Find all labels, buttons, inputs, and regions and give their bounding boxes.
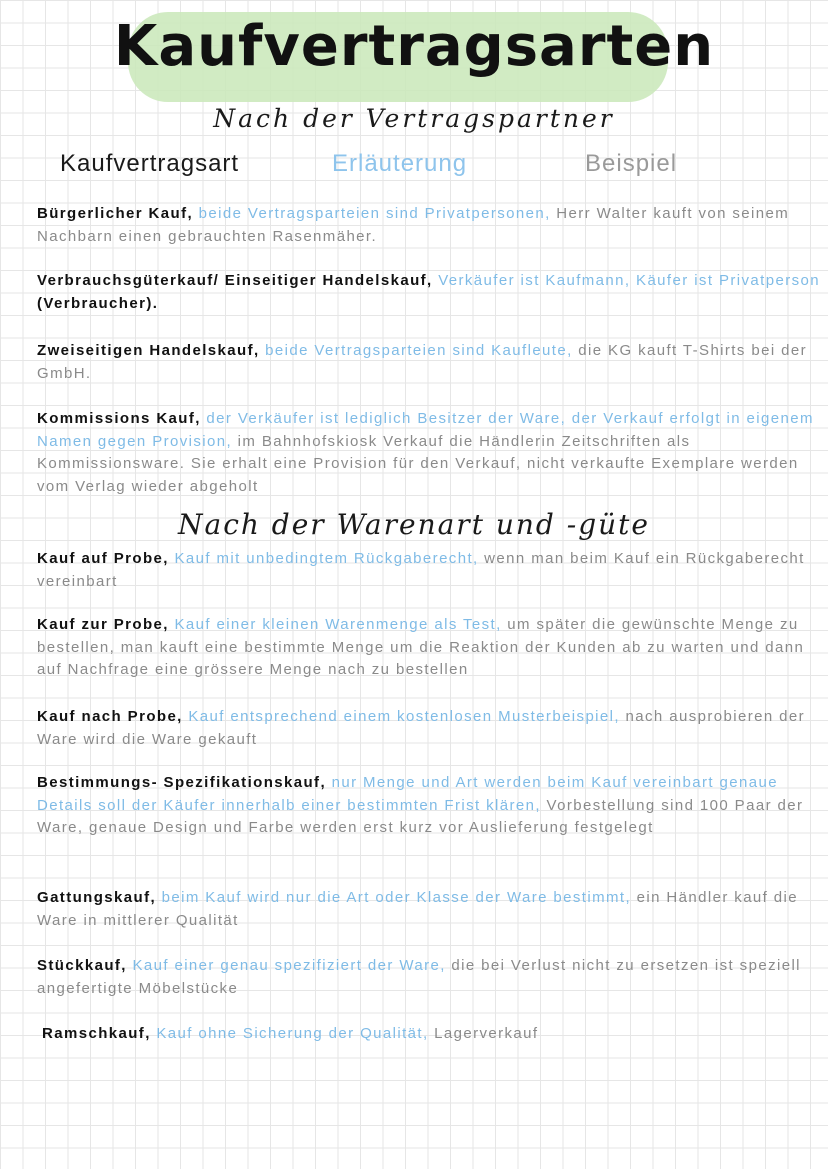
entry-explanation: Kauf entsprechend einem kostenlosen Musterbeispiel,: [188, 708, 620, 725]
entry-example: ein Händler kauf die Ware in mittlerer Qualität: [37, 889, 799, 929]
page-title: Kaufvertragsarten: [113, 14, 715, 79]
entry-kauf-zur-probe: [37, 614, 822, 682]
entry-explanation: Kauf ohne Sicherung der Qualität,: [156, 1025, 429, 1042]
column-header-explanation: Erläuterung: [332, 150, 468, 177]
section-heading-vertragspartner: Nach der Vertragspartner: [213, 104, 615, 133]
entry-term: Bürgerlicher Kauf,: [37, 205, 194, 222]
entry-example: die KG kauft T-Shirts bei der GmbH.: [37, 342, 808, 382]
entry-term: Bestimmungs- Spezifikationskauf,: [37, 774, 327, 791]
entry-term: Kommissions Kauf,: [37, 410, 201, 427]
entry-term: Kauf nach Probe,: [37, 708, 183, 725]
entry-example: wenn man beim Kauf ein Rückgaberecht vereinbart: [37, 550, 805, 590]
entry-example: nach ausprobieren der Ware wird die Ware gekauft: [37, 708, 806, 748]
entry-explanation: Verkäufer ist Kaufmann, Käufer ist Privatperson: [438, 272, 820, 289]
entry-gattungskauf: [37, 887, 822, 932]
entry-example: um später die gewünschte Menge zu bestellen, man kauft eine bestimmte Menge um die Reaktion der Kunden ab zu warten und dann auf Nachfrage eine grössere Menge nach zu bestellen: [37, 616, 805, 678]
entry-buergerlicher-kauf: [37, 203, 822, 248]
entry-spezifikationskauf: [37, 772, 822, 840]
entry-stueckkauf: [37, 955, 822, 1000]
entry-verbrauchsgueterkauf: [37, 270, 822, 315]
entry-kauf-auf-probe: [37, 548, 822, 593]
entry-example: die bei Verlust nicht zu ersetzen ist speziell angefertigte Möbelstücke: [37, 957, 801, 997]
entry-term: Gattungskauf,: [37, 889, 157, 906]
entry-term: Kauf auf Probe,: [37, 550, 169, 567]
entry-explanation: Kauf einer kleinen Warenmenge als Test,: [174, 616, 502, 633]
entry-explanation: beim Kauf wird nur die Art oder Klasse der Ware bestimmt,: [161, 889, 632, 906]
entry-example: Vorbestellung sind 100 Paar der Ware, genaue Design und Farbe werden erst kurz vor Auslieferung festgelegt: [37, 796, 804, 836]
entry-ramschkauf: [42, 1023, 827, 1046]
entry-explanation: beide Vertragsparteien sind Privatpersonen,: [198, 205, 551, 222]
column-header-term: Kaufvertragsart: [60, 150, 240, 177]
entry-term: Ramschkauf,: [42, 1025, 151, 1042]
entry-zweiseitiger-handelskauf: [37, 340, 822, 385]
entry-explanation: der Verkäufer ist lediglich Besitzer der Ware, der Verkauf erfolgt in eigenem Namen gegen Provision,: [37, 410, 814, 450]
entry-example: Herr Walter kauft von seinem Nachbarn einen gebrauchten Rasenmäher.: [37, 205, 790, 245]
entry-example: (Verbraucher).: [37, 294, 159, 312]
column-header-example: Beispiel: [585, 150, 678, 177]
entry-kommissionskauf: [37, 408, 822, 498]
section-heading-warenart: Nach der Warenart und -güte: [178, 508, 650, 541]
entry-term: Stückkauf,: [37, 957, 127, 974]
entry-term: Zweiseitigen Handelskauf,: [37, 342, 260, 359]
entry-explanation: Kauf mit unbedingtem Rückgaberecht,: [174, 550, 479, 567]
entry-example: im Bahnhofskiosk Verkauf die Händlerin Zeitschriften als Kommissionsware. Sie erhalt eine Provision für den Verkauf, nicht verkaufte Exemplare werden vom Verlag wieder abgeholt: [37, 432, 799, 495]
entry-explanation: beide Vertragsparteien sind Kaufleute,: [265, 342, 573, 359]
entry-explanation: Kauf einer genau spezifiziert der Ware,: [132, 957, 446, 974]
entry-term: Kauf zur Probe,: [37, 616, 169, 633]
column-headers: [0, 150, 828, 182]
entry-example: Lagerverkauf: [434, 1025, 539, 1042]
entry-explanation: nur Menge und Art werden beim Kauf vereinbart genaue Details soll der Käufer innerhalb einer bestimmten Frist klären,: [37, 774, 778, 814]
entry-term: Verbrauchsgüterkauf/ Einseitiger Handelskauf,: [37, 272, 433, 289]
entry-kauf-nach-probe: [37, 706, 822, 751]
